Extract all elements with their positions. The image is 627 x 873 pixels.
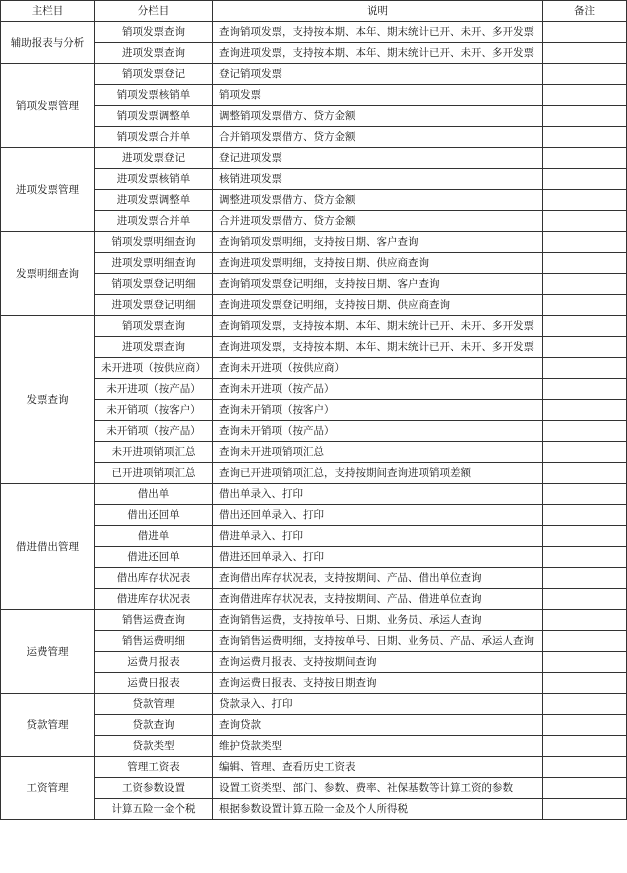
table-row <box>1 22 627 43</box>
main-category-cell: 运费管理 <box>1 610 95 694</box>
note-cell <box>543 148 627 169</box>
description-cell: 借进单录入、打印 <box>213 526 543 547</box>
description-cell: 查询已开进项销项汇总，支持按期间查询进项销项差额 <box>213 463 543 484</box>
note-cell <box>543 232 627 253</box>
main-category-cell: 发票明细查询 <box>1 232 95 316</box>
table-header-row <box>1 1 627 22</box>
sub-category-cell: 未开进项（按产品） <box>95 379 213 400</box>
sub-category-cell: 销项发票登记 <box>95 64 213 85</box>
table-row <box>1 547 627 568</box>
description-cell: 根据参数设置计算五险一金及个人所得税 <box>213 799 543 820</box>
table-row <box>1 106 627 127</box>
sub-category-cell: 管理工资表 <box>95 757 213 778</box>
table-row <box>1 421 627 442</box>
table-row <box>1 736 627 757</box>
sub-category-cell: 进项发票查询 <box>95 337 213 358</box>
table-row <box>1 652 627 673</box>
main-category-cell: 进项发票管理 <box>1 148 95 232</box>
description-cell: 查询进项发票，支持按本期、本年、期末统计已开、未开、多开发票 <box>213 337 543 358</box>
table-row <box>1 190 627 211</box>
table-row <box>1 694 627 715</box>
description-cell: 查询进项发票，支持按本期、本年、期末统计已开、未开、多开发票 <box>213 43 543 64</box>
sub-category-cell: 销项发票合并单 <box>95 127 213 148</box>
sub-category-cell: 进项发票合并单 <box>95 211 213 232</box>
sub-category-cell: 进项发票登记明细 <box>95 295 213 316</box>
note-cell <box>543 463 627 484</box>
description-cell: 查询销售运费明细，支持按单号、日期、业务员、产品、承运人查询 <box>213 631 543 652</box>
note-cell <box>543 736 627 757</box>
note-cell <box>543 253 627 274</box>
table-row <box>1 526 627 547</box>
note-cell <box>543 568 627 589</box>
description-cell: 查询运费月报表、支持按期间查询 <box>213 652 543 673</box>
sub-category-cell: 未开销项（按客户） <box>95 400 213 421</box>
table-row <box>1 589 627 610</box>
description-cell: 查询销项发票，支持按本期、本年、期末统计已开、未开、多开发票 <box>213 316 543 337</box>
table-row <box>1 274 627 295</box>
sub-category-cell: 借出库存状况表 <box>95 568 213 589</box>
note-cell <box>543 715 627 736</box>
table-row <box>1 757 627 778</box>
table-row <box>1 400 627 421</box>
description-cell: 调整销项发票借方、贷方金额 <box>213 106 543 127</box>
table-row <box>1 295 627 316</box>
sub-category-cell: 计算五险一金个税 <box>95 799 213 820</box>
description-cell: 查询销项发票明细，支持按日期、客户查询 <box>213 232 543 253</box>
note-cell <box>543 211 627 232</box>
description-cell: 编辑、管理、查看历史工资表 <box>213 757 543 778</box>
sub-category-cell: 销项发票查询 <box>95 316 213 337</box>
table-row <box>1 148 627 169</box>
table-row <box>1 568 627 589</box>
sub-category-cell: 借进库存状况表 <box>95 589 213 610</box>
table-row <box>1 337 627 358</box>
note-cell <box>543 610 627 631</box>
description-cell: 核销进项发票 <box>213 169 543 190</box>
note-cell <box>543 169 627 190</box>
main-category-cell: 贷款管理 <box>1 694 95 757</box>
note-cell <box>543 274 627 295</box>
sub-category-cell: 未开进项（按供应商） <box>95 358 213 379</box>
sub-category-cell: 进项发票核销单 <box>95 169 213 190</box>
table-row <box>1 673 627 694</box>
sub-category-cell: 运费月报表 <box>95 652 213 673</box>
note-cell <box>543 547 627 568</box>
note-cell <box>543 43 627 64</box>
table-row <box>1 64 627 85</box>
table-row <box>1 778 627 799</box>
description-cell: 查询进项发票明细，支持按日期、供应商查询 <box>213 253 543 274</box>
note-cell <box>543 127 627 148</box>
table-row <box>1 211 627 232</box>
description-cell: 维护贷款类型 <box>213 736 543 757</box>
sub-category-cell: 进项发票查询 <box>95 43 213 64</box>
sub-category-cell: 未开销项（按产品） <box>95 421 213 442</box>
note-cell <box>543 757 627 778</box>
description-cell: 借进还回单录入、打印 <box>213 547 543 568</box>
table-row <box>1 316 627 337</box>
table-row <box>1 253 627 274</box>
header-sub: 分栏目 <box>95 1 213 22</box>
description-cell: 查询借进库存状况表，支持按期间、产品、借进单位查询 <box>213 589 543 610</box>
description-cell: 登记销项发票 <box>213 64 543 85</box>
sub-category-cell: 贷款类型 <box>95 736 213 757</box>
sub-category-cell: 销项发票明细查询 <box>95 232 213 253</box>
description-cell: 查询借出库存状况表，支持按期间、产品、借出单位查询 <box>213 568 543 589</box>
sub-category-cell: 进项发票登记 <box>95 148 213 169</box>
description-cell: 贷款录入、打印 <box>213 694 543 715</box>
description-cell: 查询销项发票登记明细，支持按日期、客户查询 <box>213 274 543 295</box>
table-row <box>1 169 627 190</box>
table-row <box>1 715 627 736</box>
sub-category-cell: 借出单 <box>95 484 213 505</box>
description-cell: 查询贷款 <box>213 715 543 736</box>
sub-category-cell: 销项发票核销单 <box>95 85 213 106</box>
header-note: 备注 <box>543 1 627 22</box>
note-cell <box>543 358 627 379</box>
note-cell <box>543 337 627 358</box>
table-body <box>1 22 627 820</box>
description-cell: 借出还回单录入、打印 <box>213 505 543 526</box>
description-cell: 查询进项发票登记明细，支持按日期、供应商查询 <box>213 295 543 316</box>
note-cell <box>543 589 627 610</box>
description-cell: 借出单录入、打印 <box>213 484 543 505</box>
description-cell: 销项发票 <box>213 85 543 106</box>
note-cell <box>543 442 627 463</box>
note-cell <box>543 526 627 547</box>
note-cell <box>543 400 627 421</box>
main-category-cell: 工资管理 <box>1 757 95 820</box>
note-cell <box>543 295 627 316</box>
note-cell <box>543 484 627 505</box>
sub-category-cell: 工资参数设置 <box>95 778 213 799</box>
note-cell <box>543 505 627 526</box>
description-cell: 调整进项发票借方、贷方金额 <box>213 190 543 211</box>
main-category-cell: 销项发票管理 <box>1 64 95 148</box>
note-cell <box>543 799 627 820</box>
table-row <box>1 43 627 64</box>
table-row <box>1 631 627 652</box>
description-cell: 查询未开销项（按客户） <box>213 400 543 421</box>
table-row <box>1 85 627 106</box>
sub-category-cell: 销售运费查询 <box>95 610 213 631</box>
table-row <box>1 442 627 463</box>
main-category-cell: 发票查询 <box>1 316 95 484</box>
header-desc: 说明 <box>213 1 543 22</box>
sub-category-cell: 销项发票调整单 <box>95 106 213 127</box>
table-row <box>1 484 627 505</box>
header-main: 主栏目 <box>1 1 95 22</box>
note-cell <box>543 421 627 442</box>
description-cell: 合并进项发票借方、贷方金额 <box>213 211 543 232</box>
sub-category-cell: 销售运费明细 <box>95 631 213 652</box>
description-cell: 查询未开进项销项汇总 <box>213 442 543 463</box>
table-row <box>1 610 627 631</box>
table-row <box>1 379 627 400</box>
note-cell <box>543 85 627 106</box>
sub-category-cell: 进项发票调整单 <box>95 190 213 211</box>
sub-category-cell: 进项发票明细查询 <box>95 253 213 274</box>
description-cell: 设置工资类型、部门、参数、费率、社保基数等计算工资的参数 <box>213 778 543 799</box>
description-cell: 查询未开销项（按产品） <box>213 421 543 442</box>
note-cell <box>543 631 627 652</box>
note-cell <box>543 673 627 694</box>
sub-category-cell: 已开进项销项汇总 <box>95 463 213 484</box>
note-cell <box>543 652 627 673</box>
note-cell <box>543 694 627 715</box>
note-cell <box>543 106 627 127</box>
sub-category-cell: 贷款管理 <box>95 694 213 715</box>
sub-category-cell: 运费日报表 <box>95 673 213 694</box>
description-cell: 查询销售运费，支持按单号、日期、业务员、承运人查询 <box>213 610 543 631</box>
table-row <box>1 799 627 820</box>
note-cell <box>543 379 627 400</box>
table-row <box>1 127 627 148</box>
sub-category-cell: 未开进项销项汇总 <box>95 442 213 463</box>
table-row <box>1 505 627 526</box>
note-cell <box>543 316 627 337</box>
sub-category-cell: 销项发票查询 <box>95 22 213 43</box>
sub-category-cell: 借进单 <box>95 526 213 547</box>
table-row <box>1 358 627 379</box>
note-cell <box>543 778 627 799</box>
sub-category-cell: 借进还回单 <box>95 547 213 568</box>
description-cell: 查询销项发票，支持按本期、本年、期末统计已开、未开、多开发票 <box>213 22 543 43</box>
main-category-cell: 辅助报表与分析 <box>1 22 95 64</box>
sub-category-cell: 贷款查询 <box>95 715 213 736</box>
note-cell <box>543 64 627 85</box>
description-cell: 查询未开进项（按供应商） <box>213 358 543 379</box>
description-cell: 登记进项发票 <box>213 148 543 169</box>
sub-category-cell: 借出还回单 <box>95 505 213 526</box>
note-cell <box>543 190 627 211</box>
table-row <box>1 232 627 253</box>
description-cell: 合并销项发票借方、贷方金额 <box>213 127 543 148</box>
note-cell <box>543 22 627 43</box>
description-cell: 查询未开进项（按产品） <box>213 379 543 400</box>
description-cell: 查询运费日报表、支持按日期查询 <box>213 673 543 694</box>
sub-category-cell: 销项发票登记明细 <box>95 274 213 295</box>
table-row <box>1 463 627 484</box>
main-category-cell: 借进借出管理 <box>1 484 95 610</box>
